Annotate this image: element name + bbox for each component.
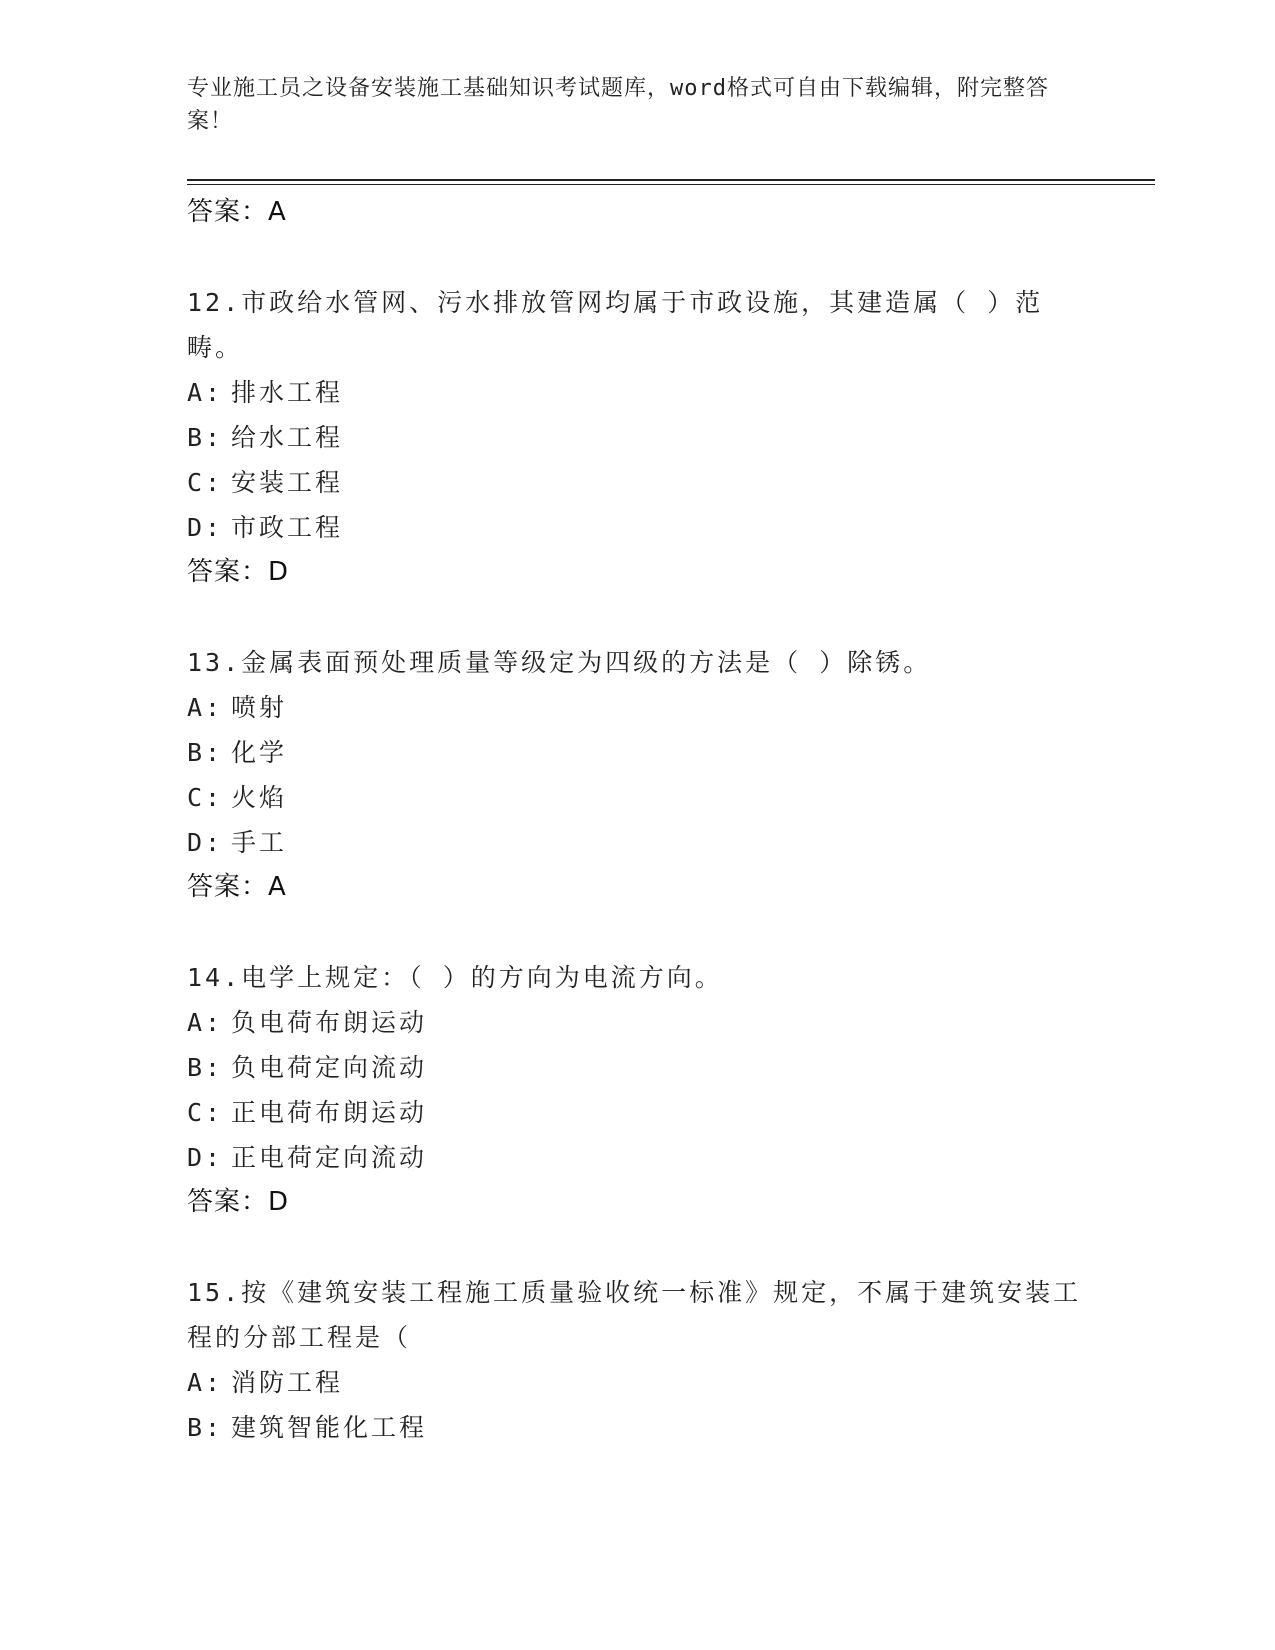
option-a	[187, 1000, 1087, 1045]
option-letter: D:	[187, 828, 224, 857]
option-b	[187, 1405, 1087, 1450]
option-letter: C:	[187, 1098, 224, 1127]
option-b	[187, 1045, 1087, 1090]
question-14	[187, 955, 1087, 1224]
option-c	[187, 1090, 1087, 1135]
option-a	[187, 370, 1087, 415]
answer-line: 答案：D	[187, 557, 290, 587]
option-b	[187, 730, 1087, 775]
document-body	[187, 190, 1087, 1450]
answer-line: 答案：A	[187, 197, 287, 227]
option-a	[187, 1360, 1087, 1405]
option-letter: B:	[187, 1413, 224, 1442]
option-letter: D:	[187, 1143, 224, 1172]
option-text: 给水工程	[231, 423, 344, 452]
option-d	[187, 820, 1087, 865]
option-text: 负电荷布朗运动	[231, 1008, 428, 1037]
option-c	[187, 775, 1087, 820]
option-text: 正电荷定向流动	[231, 1143, 428, 1172]
question-stem: 14.电学上规定：（ ）的方向为电流方向。	[187, 963, 723, 992]
option-letter: D:	[187, 513, 224, 542]
option-text: 负电荷定向流动	[231, 1053, 428, 1082]
option-text: 喷射	[231, 693, 288, 722]
header-divider-thin	[187, 184, 1155, 185]
option-letter: B:	[187, 738, 224, 767]
option-text: 手工	[231, 828, 288, 857]
question-13	[187, 640, 1087, 909]
question-15	[187, 1270, 1087, 1450]
question-stem: 15.按《建筑安装工程施工质量验收统一标准》规定，不属于建筑安装工程的分部工程是（	[187, 1278, 1082, 1352]
option-letter: A:	[187, 1368, 224, 1397]
header-divider-thick	[187, 179, 1155, 181]
answer-line: 答案：A	[187, 872, 287, 902]
option-letter: B:	[187, 423, 224, 452]
option-c	[187, 460, 1087, 505]
option-letter: A:	[187, 378, 224, 407]
option-text: 正电荷布朗运动	[231, 1098, 428, 1127]
option-letter: A:	[187, 693, 224, 722]
option-text: 消防工程	[231, 1368, 344, 1397]
question-stem: 13.金属表面预处理质量等级定为四级的方法是（ ）除锈。	[187, 648, 932, 677]
answer-line: 答案：D	[187, 1187, 290, 1217]
option-letter: C:	[187, 783, 224, 812]
option-a	[187, 685, 1087, 730]
page-header-title: 专业施工员之设备安装施工基础知识考试题库，word格式可自由下载编辑，附完整答案！	[187, 76, 1049, 134]
option-b	[187, 415, 1087, 460]
option-letter: A:	[187, 1008, 224, 1037]
option-letter: C:	[187, 468, 224, 497]
option-text: 化学	[231, 738, 288, 767]
option-text: 市政工程	[231, 513, 344, 542]
option-letter: B:	[187, 1053, 224, 1082]
option-text: 排水工程	[231, 378, 344, 407]
question-12	[187, 280, 1087, 594]
option-d	[187, 505, 1087, 550]
option-text: 火焰	[231, 783, 288, 812]
option-text: 安装工程	[231, 468, 344, 497]
option-d	[187, 1135, 1087, 1180]
question-stem: 12.市政给水管网、污水排放管网均属于市政设施，其建造属（ ）范畴。	[187, 288, 1044, 362]
option-text: 建筑智能化工程	[231, 1413, 428, 1442]
